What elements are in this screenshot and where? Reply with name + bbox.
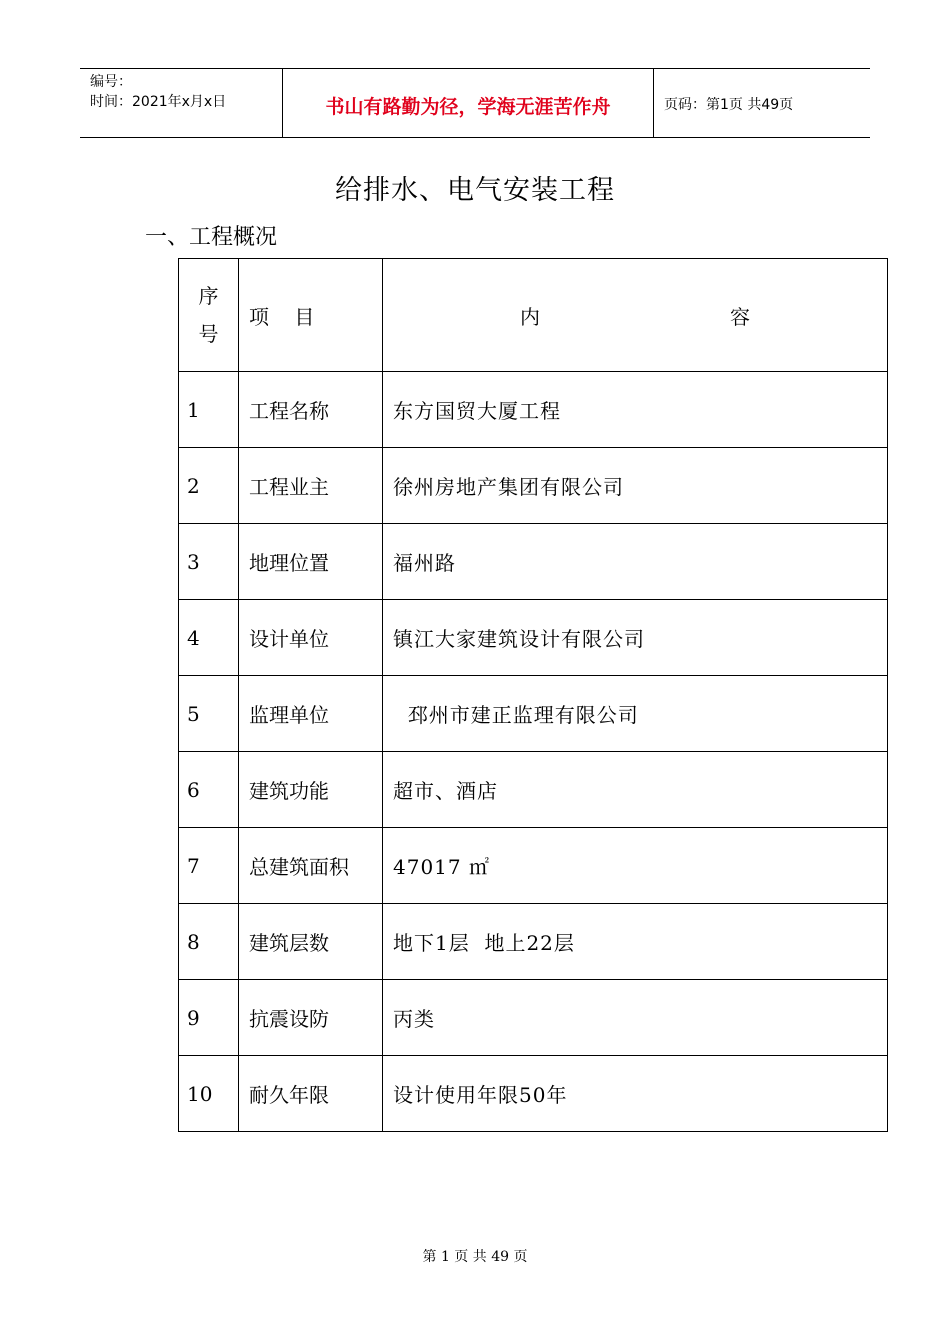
- row-value: 超市、酒店: [383, 752, 888, 828]
- header-item-label: 项 目: [249, 304, 315, 329]
- header-number-label: 编号：: [90, 74, 132, 90]
- table-row: [179, 600, 888, 676]
- header-no-line2: 号: [198, 322, 219, 346]
- row-item: 地理位置: [239, 524, 383, 600]
- row-number: 10: [179, 1056, 239, 1132]
- row-number: 2: [179, 448, 239, 524]
- page-footer: 第 1 页 共 49 页: [422, 1249, 528, 1265]
- row-value: 47017 ㎡: [383, 828, 888, 904]
- row-number: 6: [179, 752, 239, 828]
- header-meta: [80, 69, 282, 137]
- table-row: [179, 828, 888, 904]
- row-value: 邳州市建正监理有限公司: [383, 676, 888, 752]
- header-date: 时间：2021年x月x日: [90, 94, 227, 110]
- row-item: 监理单位: [239, 676, 383, 752]
- row-value: 福州路: [383, 524, 888, 600]
- row-item: 耐久年限: [239, 1056, 383, 1132]
- table-row: [179, 676, 888, 752]
- header-content-right: 容: [730, 304, 750, 329]
- row-item: 建筑层数: [239, 904, 383, 980]
- header-content-left: 内: [520, 304, 540, 329]
- row-number: 9: [179, 980, 239, 1056]
- header-cell-item: [239, 259, 383, 372]
- table-row: [179, 448, 888, 524]
- row-value: 徐州房地产集团有限公司: [383, 448, 888, 524]
- row-value: 东方国贸大厦工程: [383, 372, 888, 448]
- project-overview-table: [178, 258, 888, 1132]
- row-value: 设计使用年限50年: [383, 1056, 888, 1132]
- row-number: 5: [179, 676, 239, 752]
- row-number: 1: [179, 372, 239, 448]
- header-page-info: 页码：第1页 共49页: [664, 97, 794, 113]
- table-row: [179, 904, 888, 980]
- header-cell-content: [383, 259, 888, 372]
- document-header: [80, 68, 870, 138]
- row-item: 抗震设防: [239, 980, 383, 1056]
- table-header-row: [179, 259, 888, 372]
- row-item: 设计单位: [239, 600, 383, 676]
- table-row: [179, 752, 888, 828]
- section-heading: 一、工程概况: [145, 225, 278, 250]
- row-item: 工程名称: [239, 372, 383, 448]
- row-number: 3: [179, 524, 239, 600]
- row-number: 7: [179, 828, 239, 904]
- row-value: 地下1层 地上22层: [383, 904, 888, 980]
- row-number: 4: [179, 600, 239, 676]
- header-cell-no: [179, 259, 239, 372]
- header-motto: 书山有路勤为径，学海无涯苦作舟: [282, 69, 654, 137]
- row-item: 工程业主: [239, 448, 383, 524]
- row-item: 建筑功能: [239, 752, 383, 828]
- row-number: 8: [179, 904, 239, 980]
- row-item: 总建筑面积: [239, 828, 383, 904]
- table-row: [179, 1056, 888, 1132]
- table-row: [179, 524, 888, 600]
- header-no-line1: 序: [198, 284, 219, 308]
- table-row: [179, 372, 888, 448]
- row-value: 镇江大家建筑设计有限公司: [383, 600, 888, 676]
- table-row: [179, 980, 888, 1056]
- row-value: 丙类: [383, 980, 888, 1056]
- document-title: 给排水、电气安装工程: [335, 175, 615, 206]
